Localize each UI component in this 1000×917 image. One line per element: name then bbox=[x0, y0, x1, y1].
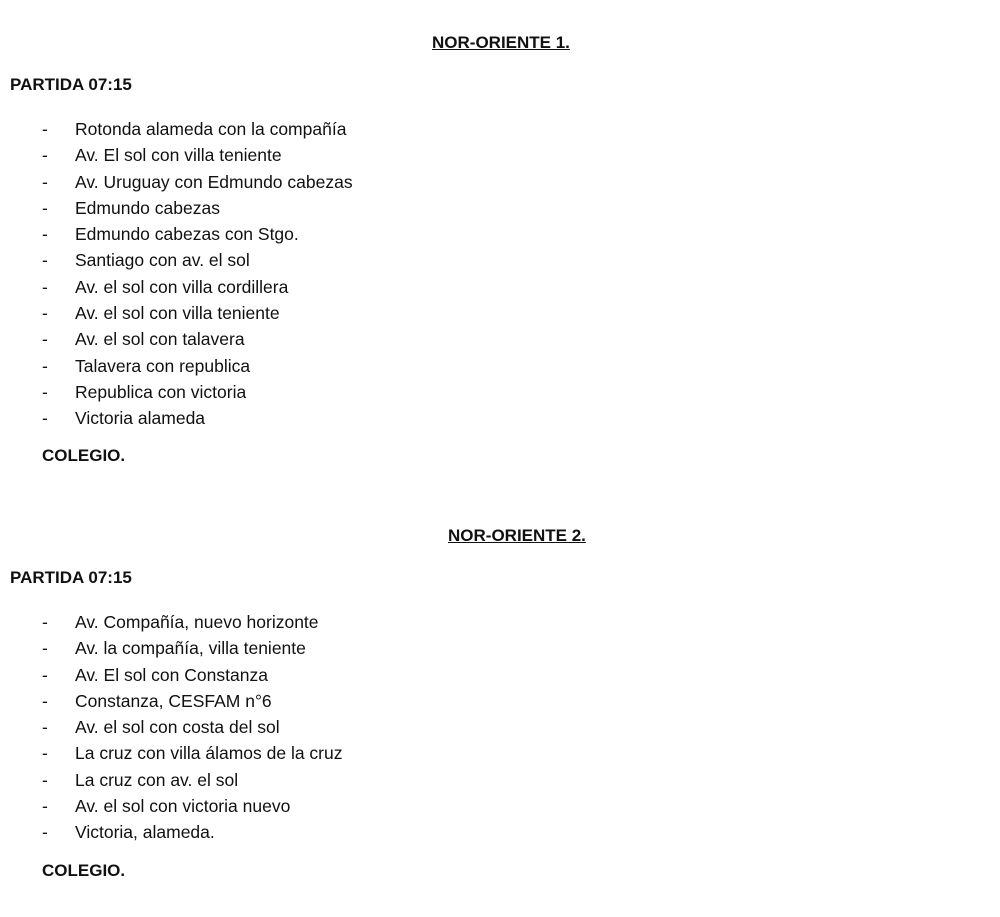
dash-bullet: - bbox=[42, 638, 48, 659]
stop-label: Av. El sol con Constanza bbox=[75, 664, 268, 685]
destination-label: COLEGIO. bbox=[42, 861, 126, 880]
stop-label: Av. El sol con villa teniente bbox=[75, 145, 282, 166]
dash-bullet: - bbox=[42, 690, 48, 711]
stop-label: Rotonda alameda con la compañía bbox=[75, 119, 347, 139]
dash-bullet: - bbox=[42, 119, 48, 139]
dash-bullet: - bbox=[42, 796, 48, 817]
departure-time: PARTIDA 07:15 bbox=[10, 568, 132, 587]
stop-label: Av. Compañía, nuevo horizonte bbox=[75, 612, 319, 632]
stop-label: Av. el sol con villa teniente bbox=[75, 303, 280, 324]
dash-bullet: - bbox=[42, 612, 48, 632]
stop-label: Av. el sol con villa cordillera bbox=[75, 276, 289, 297]
stop-label: Constanza, CESFAM n°6 bbox=[75, 690, 272, 711]
stop-label: Av. el sol con costa del sol bbox=[75, 717, 280, 738]
dash-bullet: - bbox=[42, 250, 48, 271]
dash-bullet: - bbox=[42, 717, 48, 738]
dash-bullet: - bbox=[42, 769, 48, 790]
stop-label: La cruz con av. el sol bbox=[75, 769, 239, 790]
stop-label: Talavera con republica bbox=[75, 355, 251, 376]
dash-bullet: - bbox=[42, 822, 48, 843]
route-title: NOR-ORIENTE 1. bbox=[432, 33, 570, 52]
dash-bullet: - bbox=[42, 303, 48, 324]
stop-label: Santiago con av. el sol bbox=[75, 250, 250, 271]
stop-label: Av. el sol con victoria nuevo bbox=[75, 796, 291, 817]
stop-label: Victoria, alameda. bbox=[75, 822, 215, 843]
dash-bullet: - bbox=[42, 276, 48, 297]
dash-bullet: - bbox=[42, 197, 48, 218]
destination-label: COLEGIO. bbox=[42, 446, 126, 465]
stop-label: Av. el sol con talavera bbox=[75, 329, 245, 350]
dash-bullet: - bbox=[42, 743, 48, 764]
stop-label: Av. la compañía, villa teniente bbox=[75, 638, 306, 659]
stop-label: Republica con victoria bbox=[75, 381, 247, 402]
dash-bullet: - bbox=[42, 381, 48, 402]
dash-bullet: - bbox=[42, 171, 48, 192]
stop-label: Edmundo cabezas con Stgo. bbox=[75, 224, 299, 245]
dash-bullet: - bbox=[42, 224, 48, 245]
stop-label: Av. Uruguay con Edmundo cabezas bbox=[75, 171, 353, 192]
stop-label: La cruz con villa álamos de la cruz bbox=[75, 743, 343, 764]
departure-time: PARTIDA 07:15 bbox=[10, 75, 132, 94]
route-title: NOR-ORIENTE 2. bbox=[448, 526, 586, 545]
dash-bullet: - bbox=[42, 145, 48, 166]
dash-bullet: - bbox=[42, 355, 48, 376]
stop-label: Edmundo cabezas bbox=[75, 197, 220, 218]
dash-bullet: - bbox=[42, 329, 48, 350]
dash-bullet: - bbox=[42, 664, 48, 685]
dash-bullet: - bbox=[42, 408, 48, 429]
stop-label: Victoria alameda bbox=[75, 408, 206, 429]
